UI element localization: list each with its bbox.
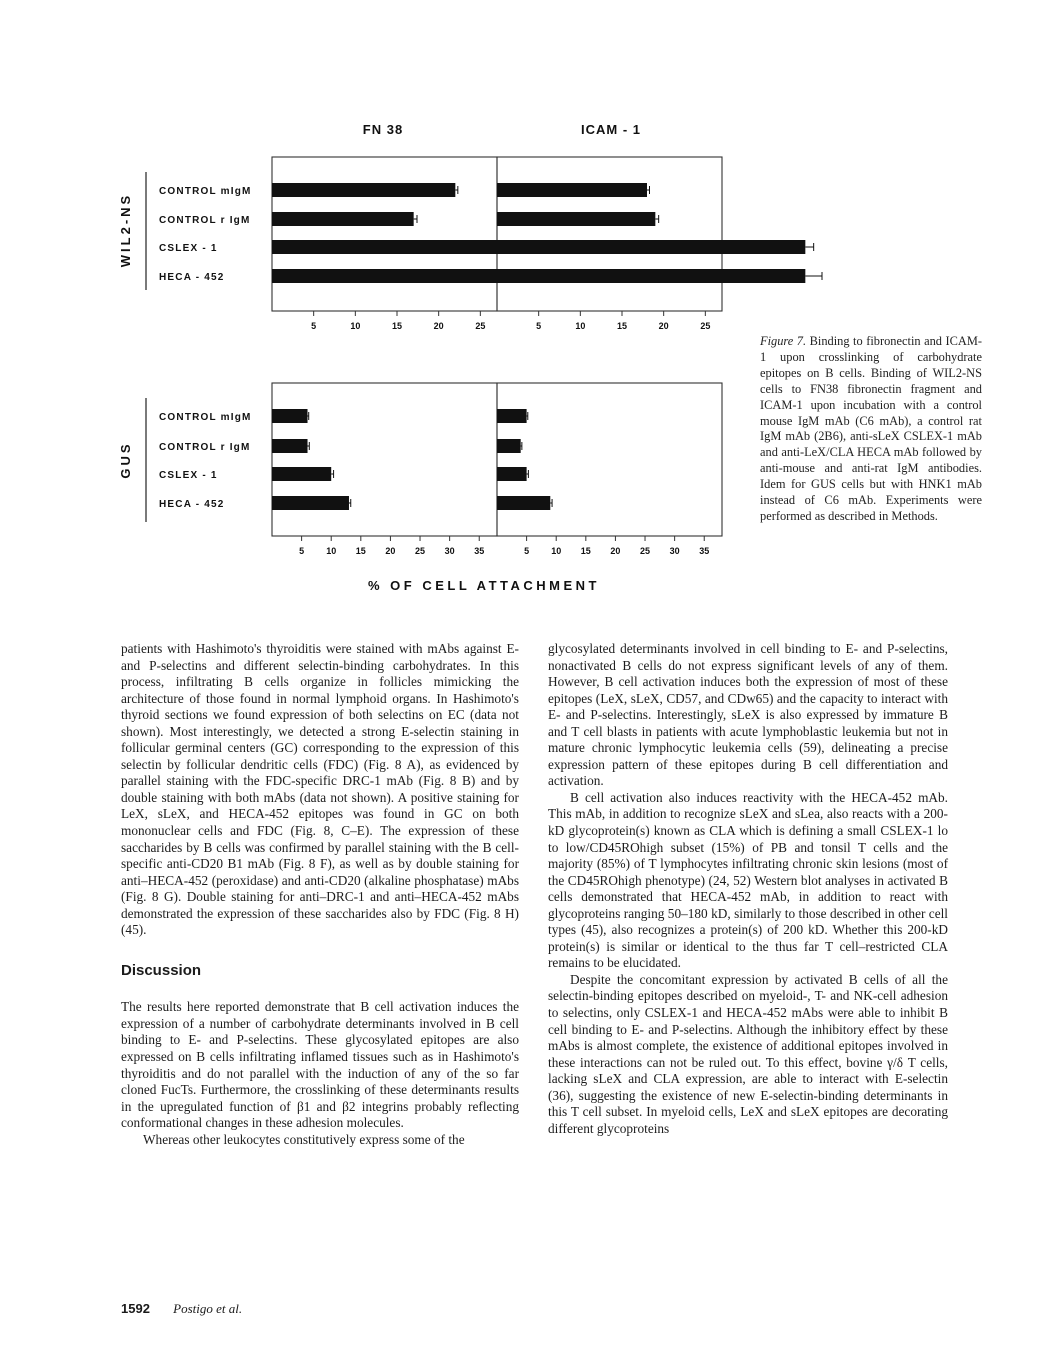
category-label: CSLEX - 1: [159, 470, 218, 481]
tick-label: 30: [669, 546, 680, 556]
tick-label: 20: [433, 321, 444, 331]
tick-label: 15: [616, 321, 628, 331]
right-paragraph-1: glycosylated determinants involved in cell binding to E- and P-selectins, nonactivated B cells do not express significant levels of any of them. However, B cell activation induces both the expression of most of these epitopes (LeX, sLeX, CD57, and CDw65) and the capacity to interact with E- and P-selectins. Interestingly, sLeX is also expressed by immature B and T cell blasts in patients with acute lymphoblastic leukemia but not in mature chronic lymphocytic leukemia cells (59), delineating a precise expression pattern of these epitopes during B cell differentiation and activation.: [548, 641, 948, 789]
tick-label: 25: [415, 546, 426, 556]
left-paragraph-1: patients with Hashimoto's thyroiditis were stained with mAbs against E- and P-selectins and different selectin-binding carbohydrates. In this process, infiltrating B cells organize in follicles mimicking the architecture of those found in normal lymphoid organs. In Hashimoto's thyroid sections we found expression of both selectins on EC (data not shown). Most interestingly, we detected a strong E-selectin staining in follicular germinal centers (GC) corresponding to the expression of this selectin by follicular dendritic cells (FDC) (Fig. 8 A), as evidenced by parallel staining with the FDC-specific DRC-1 mAb (Fig. 8 B) and by double staining with both mAbs (data not shown). A positive staining for LeX, sLeX, and HECA-452 epitopes was found in GC on both mononuclear cells and FDC (Fig. 8, C–E). The expression of these saccharides by B cells was confirmed by parallel staining with the B cell-specific anti-CD20 B1 mAb (Fig. 8 F), as well as by double staining for anti–HECA-452 (peroxidase) and anti-CD20 (alkaline phosphatase) mAbs (Fig. 8 G). Double staining for anti–DRC-1 and anti–HECA-452 mAbs demonstrated the expression of these saccharides also by FDC (Fig. 8 H) (45).: [121, 641, 519, 938]
tick-label: 20: [610, 546, 621, 556]
tick-label: 30: [444, 546, 455, 556]
figure-7: [0, 0, 1046, 620]
bar: [272, 212, 414, 226]
tick-label: 35: [474, 546, 485, 556]
bar: [272, 183, 455, 197]
tick-label: 25: [640, 546, 651, 556]
caption-label: Figure 7.: [760, 334, 807, 348]
bar: [497, 212, 655, 226]
category-label: CONTROL r IgM: [159, 215, 251, 226]
row-label-wil2: WIL2-NS: [118, 192, 133, 268]
panel-frame-gus-fn38: [272, 383, 497, 536]
tick-label: 20: [658, 321, 669, 331]
category-label: CONTROL mIgM: [159, 412, 252, 423]
bar: [497, 439, 521, 453]
column-label-fn38: FN 38: [362, 122, 404, 137]
page-number: 1592: [121, 1301, 150, 1316]
caption-text: Binding to fibronectin and ICAM-1 upon crosslinking of carbohydrate epitopes on B cells. Binding of WIL2-NS cells to FN38 fibronectin fragment and ICAM-1 upon incubation with a control mouse IgM mAb (C6 mAb), a control rat IgM mAb (2B6), anti-sLeX CSLEX-1 mAb and anti-LeX/CLA HECA mAb followed by anti-mouse and anti-rat IgM antibodies. Idem for GUS cells but with HNK1 mAb instead of C6 mAb. Experiments were performed as described in Methods.: [760, 334, 982, 523]
section-heading-discussion: Discussion: [121, 961, 202, 979]
bar: [272, 496, 349, 510]
right-column: [548, 641, 948, 1137]
tick-label: 5: [299, 546, 305, 556]
tick-label: 15: [391, 321, 403, 331]
tick-label: 5: [311, 321, 317, 331]
category-label: HECA - 452: [159, 499, 225, 510]
left-column: [121, 641, 519, 1148]
tick-label: 15: [355, 546, 366, 556]
tick-label: 25: [475, 321, 486, 331]
bar: [272, 467, 331, 481]
bar: [497, 409, 527, 423]
figure-7-chart: [0, 0, 1046, 620]
category-label: HECA - 452: [159, 272, 225, 283]
right-paragraph-2: B cell activation also induces reactivity with the HECA-452 mAb. This mAb, in addition to recognize sLeX and sLea, also reacts with a 200-kD glycoprotein(s) known as CLA which is defining a small CSLEX-1 lo to low/CD45ROhigh subset (15%) of PB and tonsil T cells and the majority (85%) of T lymphocytes infiltrating chronic skin lesions (most of the CD45ROhigh phenotype) (24, 52) Western blot analyses in activated B cells demonstrated that HECA-452 mAb, in addition to react with glycoproteins ranging 50–180 kD, similarly to those described in other cell types (45), also recognizes a protein(s) of 200 kD. Whether this 200-kD protein(s) is similar or identical to the thus far T cell–restricted CLA remains to be elucidated.: [548, 789, 948, 971]
category-label: CONTROL mIgM: [159, 186, 252, 197]
tick-label: 15: [580, 546, 591, 556]
tick-label: 35: [699, 546, 710, 556]
category-label: CONTROL r IgM: [159, 442, 251, 453]
bar: [272, 439, 308, 453]
panel-frame-gus-icam1: [497, 383, 722, 536]
running-authors: Postigo et al.: [173, 1301, 243, 1316]
bar: [497, 467, 527, 481]
tick-label: 10: [575, 321, 586, 331]
tick-label: 10: [551, 546, 562, 556]
tick-label: 10: [350, 321, 361, 331]
tick-label: 10: [326, 546, 337, 556]
tick-label: 20: [385, 546, 396, 556]
category-label: CSLEX - 1: [159, 243, 218, 254]
left-paragraph-2: The results here reported demonstrate that B cell activation induces the expression of a number of carbohydrate determinants involved in B cell binding to E- and P-selectins. These glycosylated epitopes are also expressed on B cells infiltrating inflamed tissues such as in Hashimoto's thyroiditis and do not parallel with the induction of any of the so far cloned FucTs. Furthermore, the crosslinking of these determinants results in the upregulated function of β1 and β2 integrins probably reflecting conformational changes in these adhesion molecules.: [121, 999, 519, 1131]
bar: [497, 183, 647, 197]
bar: [497, 240, 805, 254]
left-paragraph-3: Whereas other leukocytes constitutively express some of the: [143, 1131, 465, 1147]
tick-label: 5: [524, 546, 530, 556]
panel-frame-wil2-icam1: [497, 157, 722, 311]
tick-label: 25: [700, 321, 711, 331]
bar: [497, 496, 550, 510]
tick-label: 5: [536, 321, 542, 331]
bar: [272, 409, 308, 423]
figure-caption: [760, 334, 982, 525]
right-paragraph-3: Despite the concomitant expression by activated B cells of all the selectin-binding epitopes described on myeloid-, T- and NK-cell adhesion to selectins, only CSLEX-1 and HECA-452 mAbs were able to inhibit B cell binding to E- and P-selectins. Although the inhibitory effect by these mAbs is almost complete, the existence of additional epitopes involved in these interactions can not be ruled out. To this effect, bovine γ/δ T cells, lacking sLeX and CLA expression, are able to interact with E-selectin (36), suggesting the existence of new E-selectin-binding determinants in this T cell subset. In myeloid cells, LeX and sLeX epitopes are decorating different glycoproteins: [548, 971, 948, 1136]
page-footer: [121, 1301, 242, 1317]
row-label-gus: GUS: [118, 441, 133, 479]
x-axis-title: % OF CELL ATTACHMENT: [367, 578, 601, 593]
panel-frame-wil2-fn38: [272, 157, 497, 311]
column-label-icam1: ICAM - 1: [581, 122, 641, 137]
bar: [497, 269, 805, 283]
